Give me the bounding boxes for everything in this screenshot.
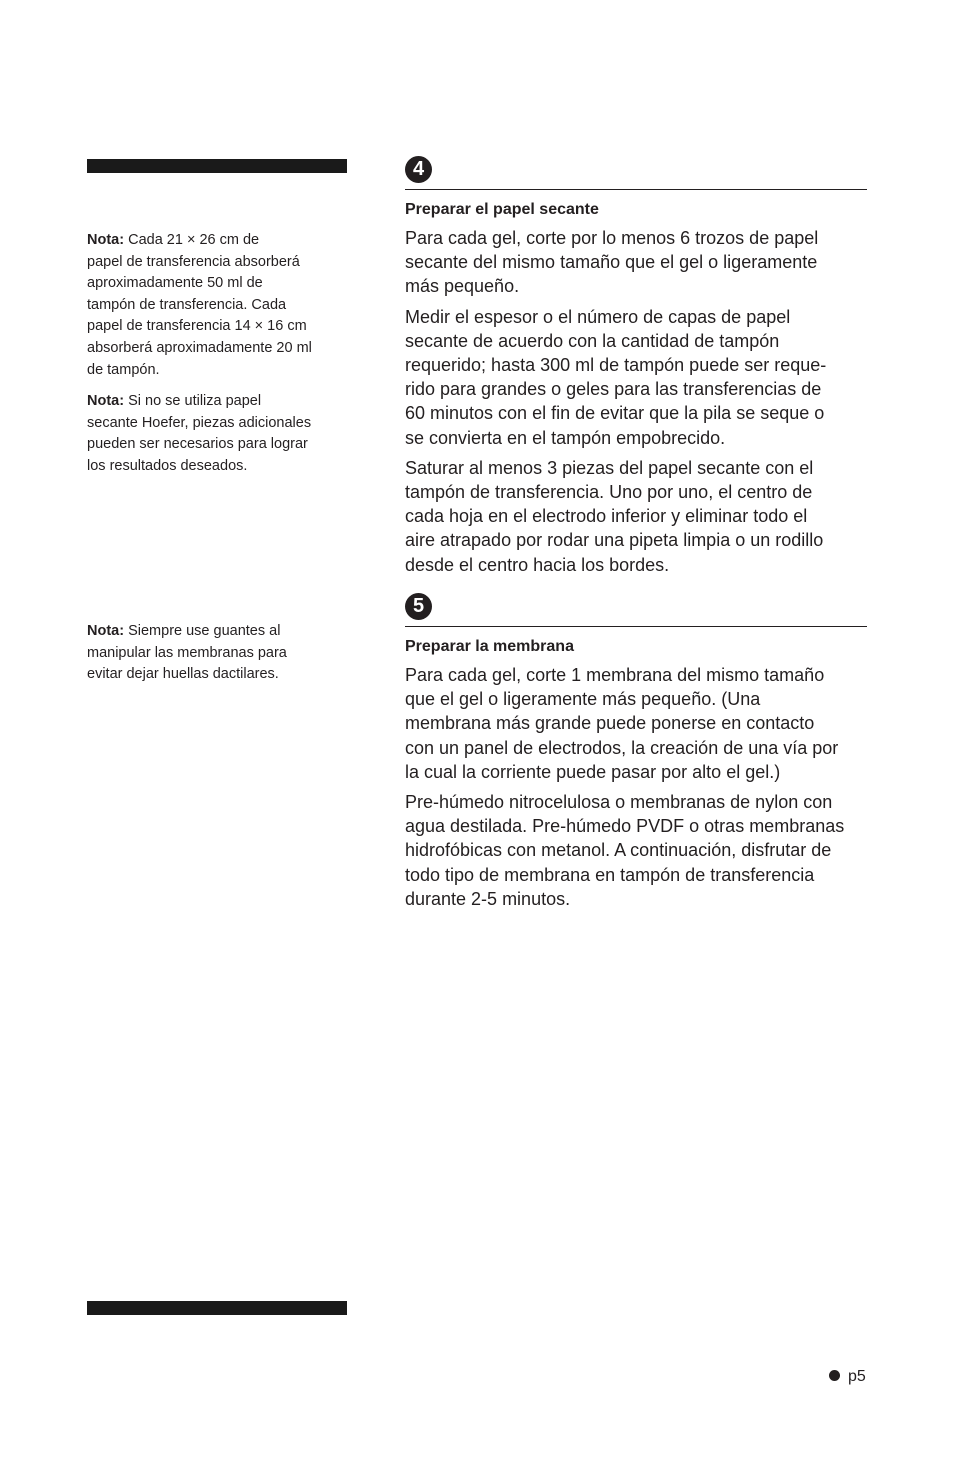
page-footer: [829, 1367, 866, 1387]
step-section: [405, 156, 867, 583]
step-title: Preparar el papel secante: [405, 201, 599, 218]
text-line: Medir el espesor o el número de capas de papel: [405, 306, 791, 327]
text-line: Saturar al menos 3 piezas del papel secante con el: [405, 457, 814, 478]
text-line: más pequeño.: [405, 276, 520, 297]
text-line: Para cada gel, corte por lo menos 6 trozos de papel: [405, 228, 819, 248]
text-line: Para cada gel, corte 1 membrana del mismo tamaño: [405, 665, 825, 685]
sidebar-note: [87, 391, 355, 477]
step-header: [405, 593, 867, 627]
note-line: secante Hoefer, piezas adicionales: [87, 414, 312, 431]
bullet-dot-icon: [829, 1370, 840, 1381]
text-line: secante del mismo tamaño que el gel o ligeramente: [405, 252, 818, 273]
note-line: los resultados deseados.: [87, 457, 248, 474]
text-line: hidrofóbicas con metanol. A continuación, disfrutar de: [405, 840, 832, 861]
step-paragraph: [405, 790, 867, 911]
text-line: agua destilada. Pre-húmedo PVDF o otras membranas: [405, 816, 845, 837]
text-line: desde el centro hacia los bordes.: [405, 554, 670, 575]
text-line: rido para grandes o geles para las transferencias de: [405, 379, 822, 400]
text-line: la cual la corriente puede pasar por alto el gel.): [405, 761, 781, 782]
text-line: todo tipo de membrana en tampón de transferencia: [405, 864, 815, 885]
note-line: tampón de transferencia. Cada: [87, 296, 287, 313]
note-line: Siempre use guantes al: [128, 623, 281, 639]
note-line: manipular las membranas para: [87, 644, 287, 661]
step-title: Preparar la membrana: [405, 638, 574, 655]
text-line: tampón de transferencia. Uno por uno, el centro de: [405, 482, 813, 503]
text-line: durante 2-5 minutos.: [405, 888, 571, 909]
note-label: Nota:: [87, 393, 125, 409]
note-line: Si no se utiliza papel: [128, 393, 262, 409]
note-line: pueden ser necesarios para lograr: [87, 436, 308, 453]
note-line: evitar dejar huellas dactilares.: [87, 666, 279, 683]
text-line: membrana más grande puede ponerse en contacto: [405, 713, 815, 734]
note-label: Nota:: [87, 232, 125, 248]
note-line: absorberá aproximadamente 20 ml: [87, 339, 312, 356]
text-line: 60 minutos con el fin de evitar que la pila se seque o: [405, 403, 825, 424]
text-line: que el gel o ligeramente más pequeño. (Una: [405, 689, 761, 710]
note-line: Cada 21 × 26 cm de: [128, 232, 260, 248]
note-line: aproximadamente 50 ml de: [87, 275, 263, 292]
text-line: requerido; hasta 300 ml de tampón puede ser reque-: [405, 355, 827, 376]
section-bar-top: [87, 159, 347, 173]
sidebar-note: [87, 230, 355, 381]
step-number-badge: 5: [405, 593, 432, 620]
sidebar-note: [87, 621, 355, 686]
text-line: secante de acuerdo con la cantidad de tampón: [405, 330, 780, 351]
note-line: papel de transferencia 14 × 16 cm: [87, 318, 307, 335]
step-paragraph: [405, 226, 867, 299]
note-label: Nota:: [87, 623, 125, 639]
text-line: Pre-húmedo nitrocelulosa o membranas de nylon con: [405, 792, 833, 813]
text-line: cada hoja en el electrodo inferior y eliminar todo el: [405, 506, 808, 527]
step-paragraph: [405, 305, 867, 450]
text-line: se convierta en el tampón empobrecido.: [405, 427, 726, 448]
note-line: papel de transferencia absorberá: [87, 253, 300, 270]
step-header: [405, 156, 867, 190]
step-paragraph: [405, 456, 867, 577]
page-number: p5: [848, 1368, 866, 1385]
step-paragraph: [405, 663, 867, 784]
step-number-badge: 4: [405, 156, 432, 183]
text-line: con un panel de electrodos, la creación de una vía por: [405, 737, 839, 758]
text-line: aire atrapado por rodar una pipeta limpia o un rodillo: [405, 530, 824, 551]
note-line: de tampón.: [87, 361, 160, 378]
section-bar-bottom: [87, 1301, 347, 1315]
step-section: [405, 593, 867, 917]
